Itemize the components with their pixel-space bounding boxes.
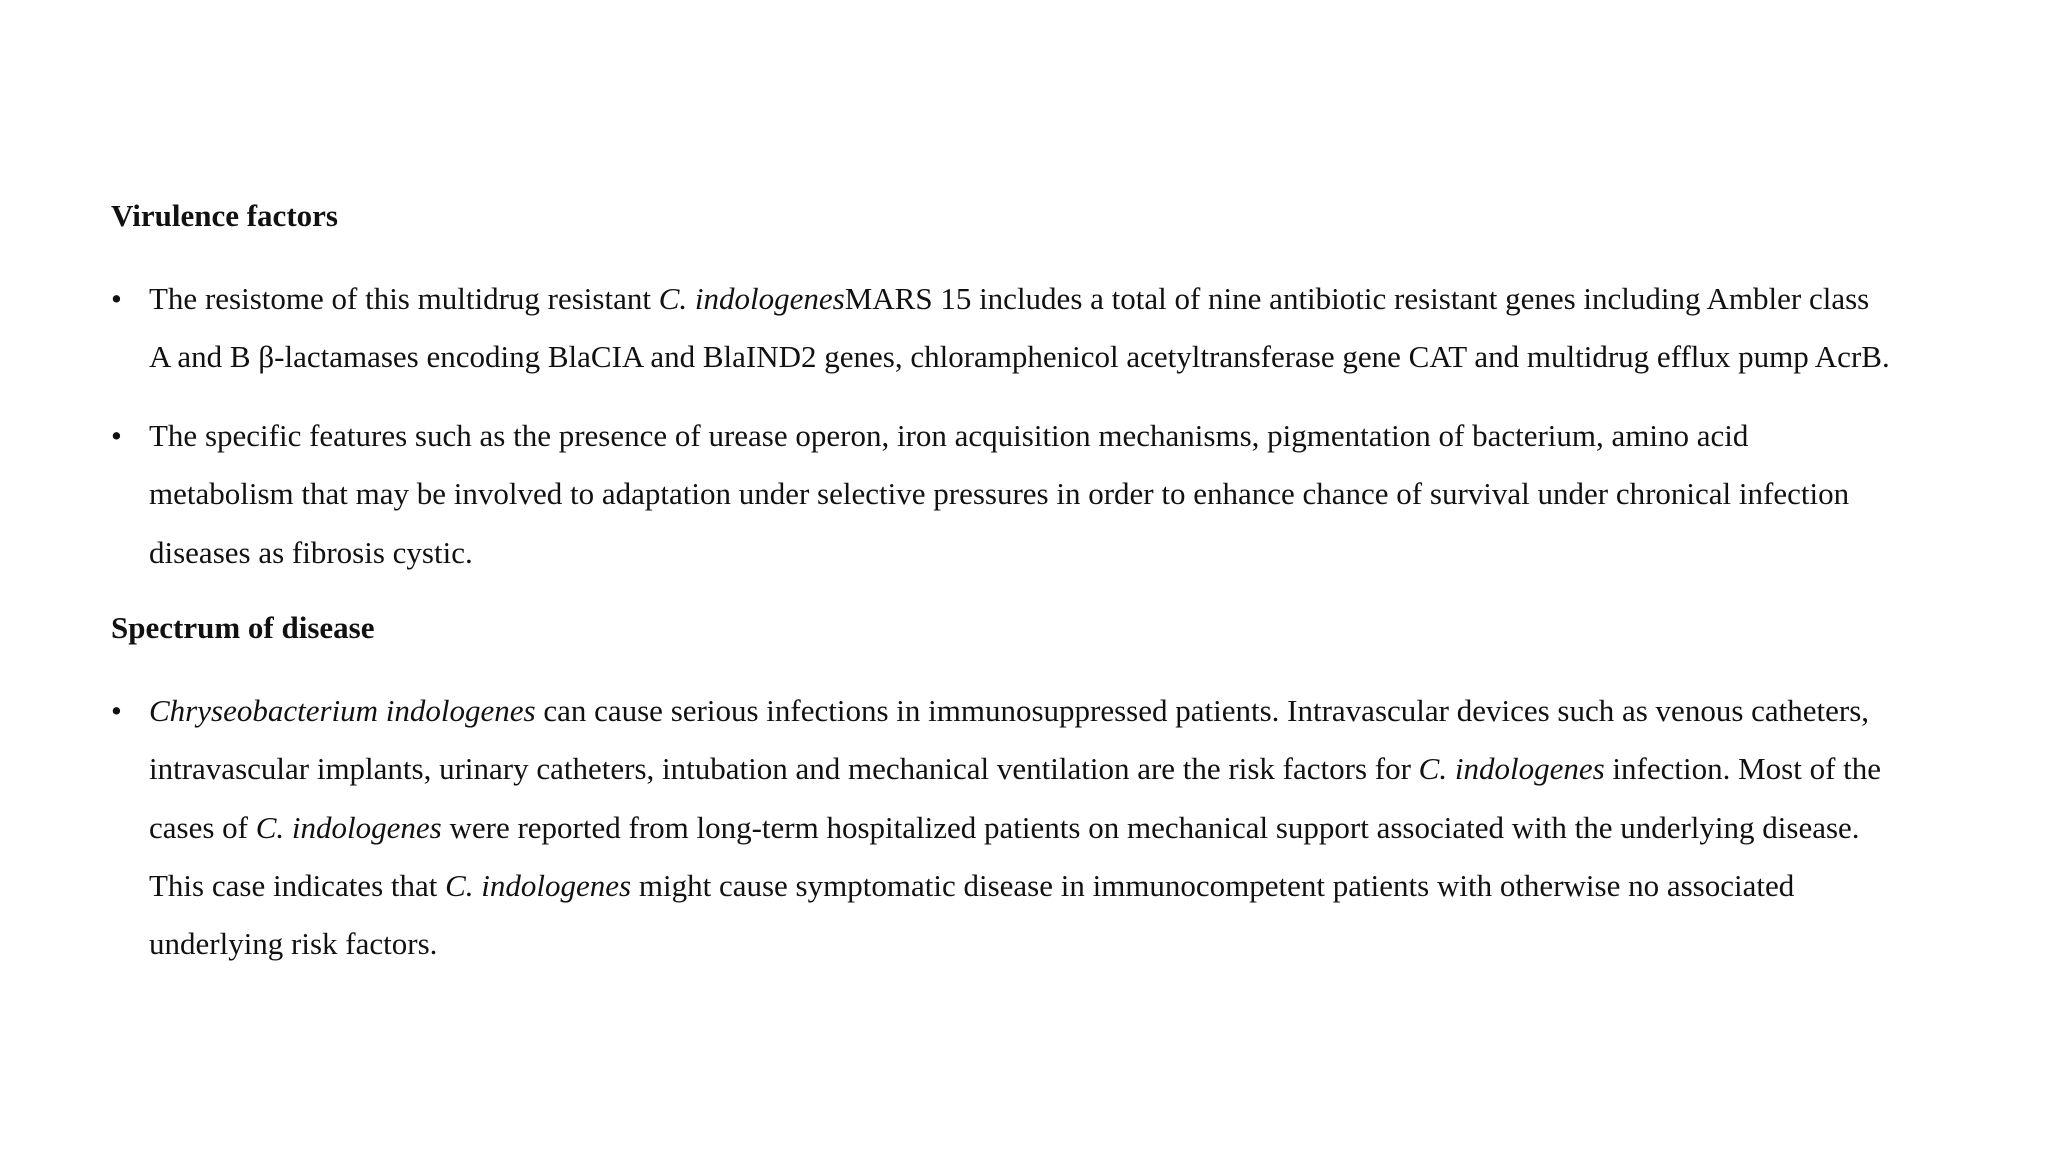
text-run: The resistome of this multidrug resistant: [149, 281, 659, 316]
bullet-text: [149, 270, 2011, 387]
section-heading-virulence-factors: Virulence factors: [111, 198, 338, 233]
text-line: [149, 270, 2011, 328]
bullet-point-icon: •: [111, 693, 122, 728]
italic-species-name: C. indologenes: [445, 867, 632, 903]
text-run: The specific features such as the presence of urease operon, iron acquisition mechanisms, pigmentation of bacterium, amino acid: [149, 418, 1749, 453]
text-line: [149, 740, 2011, 798]
italic-species-name: C. indologenes: [1418, 751, 1605, 787]
italic-species-name: Chryseobacterium indologenes: [149, 693, 536, 728]
section-heading-spectrum-of-disease: Spectrum of disease: [111, 610, 375, 645]
text-run: underlying risk factors.: [149, 926, 438, 962]
bullet-text: [149, 682, 2011, 973]
text-line: [149, 328, 2011, 386]
text-run: were reported from long-term hospitalized patients on mechanical support associated with the underlying disease.: [441, 809, 1860, 845]
text-run: metabolism that may be involved to adaptation under selective pressures in order to enhance chance of survival under chronical infection: [149, 476, 1850, 512]
text-run: diseases as fibrosis cystic.: [149, 534, 473, 570]
text-line: [149, 915, 2011, 973]
text-line: [149, 465, 2011, 523]
text-run: This case indicates that: [149, 867, 446, 903]
text-line: [149, 524, 2011, 582]
bullet-item-spectrum: [111, 682, 2011, 973]
text-run: can cause serious infections in immunosuppressed patients. Intravascular devices such as venous catheters,: [535, 693, 1870, 728]
text-run: might cause symptomatic disease in immunocompetent patients with otherwise no associated: [631, 867, 1795, 903]
bullet-point-icon: •: [111, 281, 122, 316]
text-run: intravascular implants, urinary catheters, intubation and mechanical ventilation are the risk factors for: [149, 751, 1419, 787]
text-line: [149, 799, 2011, 857]
italic-species-name: C. indologenes: [255, 809, 442, 845]
italic-species-name: C. indologenes: [658, 281, 845, 316]
bullet-item-resistome: [111, 270, 2011, 387]
text-line: [149, 682, 2011, 740]
text-line: [149, 407, 2011, 465]
text-line: [149, 857, 2011, 915]
text-run: infection. Most of the: [1604, 751, 1882, 787]
text-run: A and B β-lactamases encoding BlaCIA and BlaIND2 genes, chloramphenicol acetyltransferase gene CAT and multidrug efflux pump AcrB.: [149, 339, 1890, 375]
bullet-item-specific-features: [111, 407, 2011, 582]
text-run: cases of: [149, 809, 256, 845]
text-run: MARS 15 includes a total of nine antibiotic resistant genes including Ambler class: [844, 281, 1870, 316]
bullet-point-icon: •: [111, 418, 122, 453]
bullet-text: [149, 407, 2011, 582]
